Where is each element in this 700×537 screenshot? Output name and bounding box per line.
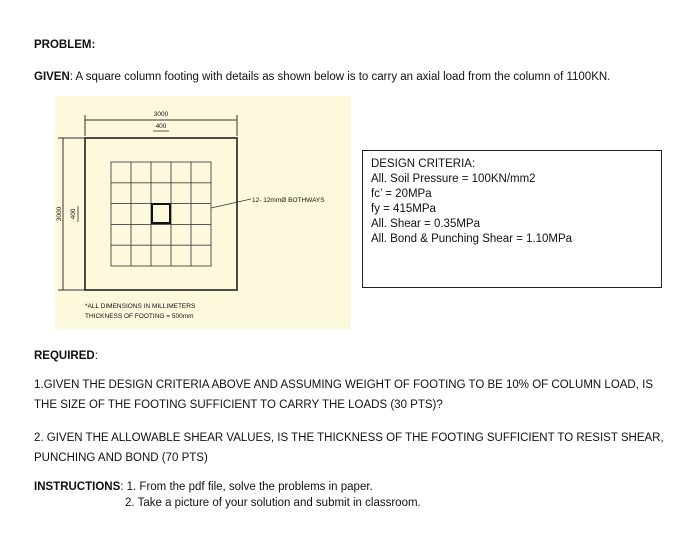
column-height-label: 400 — [70, 208, 77, 220]
column-width-label: 400 — [155, 123, 167, 130]
question-2: 2. GIVEN THE ALLOWABLE SHEAR VALUES, IS THE THICKNESS OF THE FOOTING SUFFICIENT TO RESIST SHEAR, PUNCHING AND BOND (70 PTS) — [34, 432, 664, 464]
height-label: 3000 — [56, 206, 63, 222]
column-square — [152, 204, 170, 223]
criteria-fy: fy = 415MPa — [371, 203, 436, 215]
required-colon: : — [94, 350, 98, 362]
design-criteria-title: DESIGN CRITERIA: — [371, 158, 476, 170]
instructions-line-2: 2. Take a picture of your solution and submit in classroom. — [125, 497, 421, 509]
criteria-shear: All. Shear = 0.35MPa — [371, 218, 480, 230]
dimension-note: *ALL DIMENSIONS IN MILLIMETERS — [85, 303, 196, 310]
footing-plan-figure — [55, 96, 351, 329]
rebar-label: 12- 12mmØ BOTHWAYS — [252, 197, 325, 204]
criteria-fc: fc’ = 20MPa — [371, 188, 432, 200]
question-1: 1.GIVEN THE DESIGN CRITERIA ABOVE AND ASSUMING WEIGHT OF FOOTING TO BE 10% OF COLUMN LOAD, IS THE SIZE OF THE FOOTING SUFFICIENT TO CARRY THE LOADS (30 PTS)? — [34, 379, 653, 411]
thickness-note: THICKNESS OF FOOTING = 500mm — [85, 313, 194, 320]
instructions-line-1 — [34, 480, 373, 494]
given-label: GIVEN — [34, 71, 70, 83]
required-heading — [34, 349, 98, 363]
instructions-text-1: : 1. From the pdf file, solve the problems in paper. — [120, 481, 373, 493]
required-label: REQUIRED — [34, 350, 95, 362]
given-statement — [34, 70, 610, 84]
design-criteria-box — [362, 150, 662, 288]
criteria-soil-pressure: All. Soil Pressure = 100KN/mm2 — [371, 173, 536, 185]
problem-heading: PROBLEM: — [34, 39, 96, 51]
width-label: 3000 — [153, 111, 169, 118]
given-text: : A square column footing with details as shown below is to carry an axial load from the column of 1100KN. — [69, 71, 611, 83]
instructions-label: INSTRUCTIONS — [34, 481, 121, 493]
criteria-bond-punching: All. Bond & Punching Shear = 1.10MPa — [371, 233, 573, 245]
rebar-leader-line — [211, 199, 251, 208]
